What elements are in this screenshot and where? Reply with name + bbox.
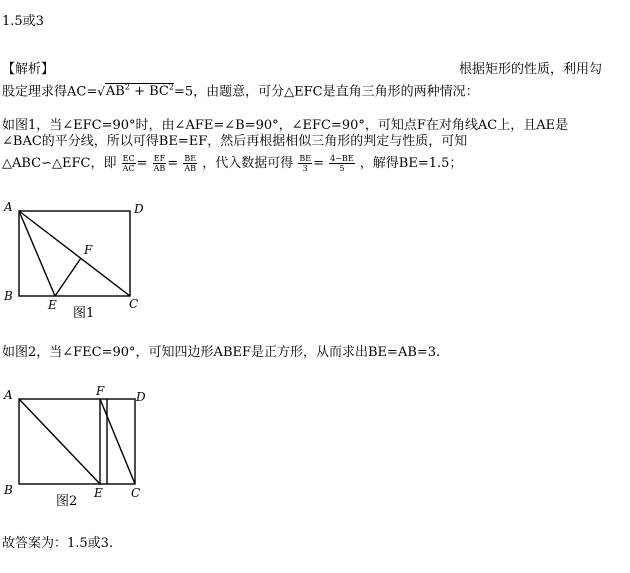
fig1-segment-ef bbox=[55, 258, 81, 296]
final-answer-line: 故答案为：1.5或3. bbox=[2, 536, 114, 551]
fig2-label-c: C bbox=[131, 486, 141, 500]
l2-text-a: 股定理求得AC= bbox=[2, 84, 98, 100]
l2-text-b: =5，由题意，可分△EFC是直角三角形的两种情况： bbox=[173, 84, 479, 100]
case1-line-3: △ABC∽△EFC，即 $\frac{EC}{AC}$ = $\frac{EF}{AB}$ = $\frac{BE}{AB}$ ，代入数据可得 $\frac{BE}{3}$ = $\frac{4-BE}{5}$ ，解得BE=1.5； bbox=[2, 154, 463, 173]
figure-1 bbox=[0, 196, 160, 330]
fig1-label-d: D bbox=[134, 202, 144, 216]
fig2-label-a: A bbox=[4, 388, 13, 402]
fig1-label-e: E bbox=[48, 298, 57, 312]
fig2-label-e: E bbox=[94, 486, 103, 500]
fig1-label-b: B bbox=[4, 289, 13, 303]
analysis-tag: 【解析】 bbox=[2, 62, 55, 77]
fig2-label-d: D bbox=[136, 390, 146, 404]
fig1-caption: 图1 bbox=[73, 306, 95, 321]
fig2-label-f: F bbox=[96, 384, 105, 398]
case1-line-2: ∠BAC的平分线，所以可得BE=EF，然后再根据相似三角形的判定与性质，可知 bbox=[2, 134, 468, 149]
fig1-label-f: F bbox=[84, 243, 93, 257]
fraction-ec-ac: $\frac{EC}{AC}$ bbox=[122, 154, 135, 173]
fraction-be-3: $\frac{BE}{3}$ bbox=[299, 154, 312, 173]
fraction-ef-ab: $\frac{EF}{AB}$ bbox=[153, 154, 166, 173]
fig1-diagonal-ac bbox=[19, 211, 130, 296]
fig1-segment-ae bbox=[19, 211, 55, 296]
sqrt-expression: $AB^2 + BC^2$ bbox=[105, 83, 174, 100]
fig2-caption: 图2 bbox=[56, 494, 78, 509]
figure-2 bbox=[0, 384, 160, 518]
case1-line-1: 如图1，当∠EFC=90°时，由∠AFE=∠B=90°，∠EFC=90°，可知点F在对角线AC上，且AE是 bbox=[2, 118, 569, 133]
fig1-label-c: C bbox=[129, 297, 139, 311]
fig1-label-a: A bbox=[4, 200, 13, 214]
case2-line: 如图2，当∠FEC=90°，可知四边形ABEF是正方形，从而求出BE=AB=3. bbox=[2, 345, 441, 360]
answer-line: 1.5或3 bbox=[2, 14, 44, 29]
fig2-segment-fc bbox=[100, 399, 135, 484]
fraction-4-be-5: $\frac{4-BE}{5}$ bbox=[330, 154, 354, 173]
fig2-diagonal-ae bbox=[19, 399, 100, 484]
fig2-label-b: B bbox=[4, 483, 13, 497]
analysis-right-note: 根据矩形的性质，利用勾 bbox=[459, 62, 603, 77]
fraction-be-ab: $\frac{BE}{AB}$ bbox=[184, 154, 197, 173]
analysis-line-2: 股定理求得$AC=√AB^2 + BC^2=5$，由题意，可分△EFC是直角三角形的两种情况： bbox=[2, 83, 479, 100]
